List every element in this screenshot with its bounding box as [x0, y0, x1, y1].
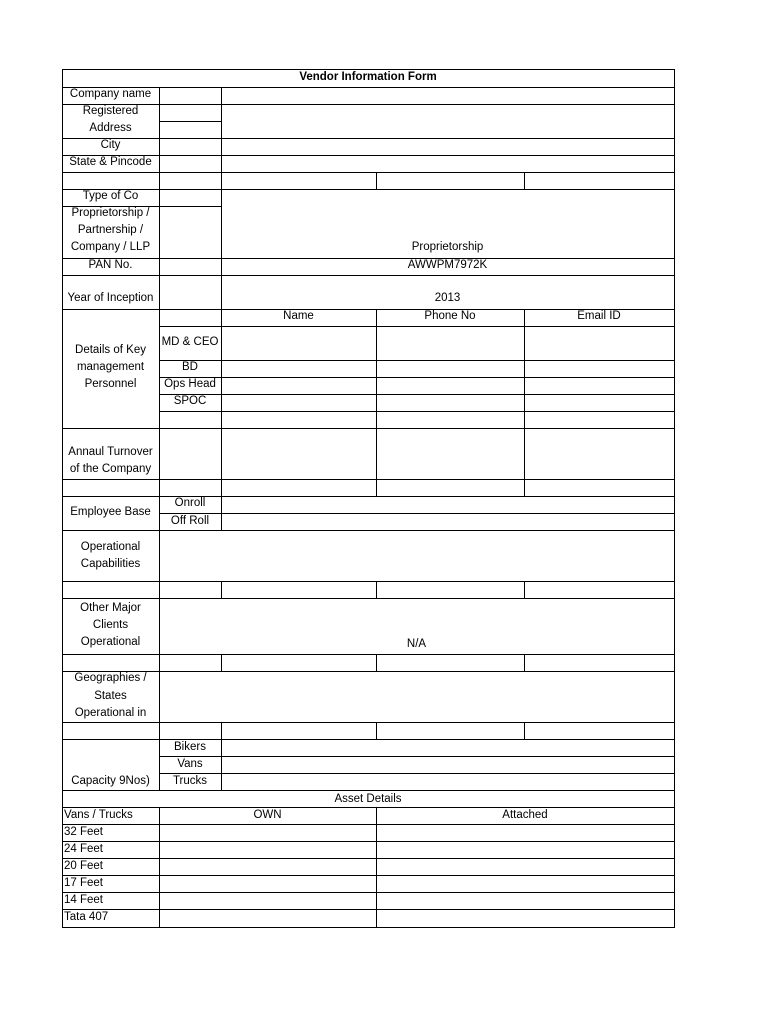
personnel-header-name: Name [283, 310, 314, 322]
grid-line [159, 138, 160, 156]
grid-line [62, 275, 675, 276]
grid-line [159, 172, 160, 190]
registered-address-label: Registered [82, 105, 139, 117]
grid-line [159, 654, 160, 672]
grid-line [62, 479, 675, 480]
asset-row-label: Tata 407 [64, 911, 109, 923]
key-personnel-label: Personnel [84, 378, 137, 390]
operational-capabilities-label: Operational [80, 541, 141, 553]
asset-row-label: 24 Feet [64, 843, 103, 855]
grid-line [159, 411, 675, 412]
personnel-name-input[interactable] [222, 395, 376, 411]
geographies-label: Operational in [74, 707, 147, 719]
asset-row-label: 20 Feet [64, 860, 103, 872]
grid-line [159, 258, 160, 276]
employee-offroll-input[interactable] [222, 514, 674, 530]
asset-own-input[interactable] [160, 859, 376, 875]
personnel-name-input[interactable] [222, 361, 376, 377]
asset-own-input[interactable] [160, 842, 376, 858]
capacity-bikers-label: Bikers [174, 741, 206, 753]
grid-line [62, 598, 675, 599]
grid-line [159, 581, 160, 599]
type-of-co-value: Proprietorship [411, 241, 484, 253]
registered-address-label: Address [89, 122, 132, 134]
capacity-trucks-label: Trucks [172, 775, 208, 787]
company-name-input[interactable] [160, 88, 674, 104]
pan-value: AWWPM7972K [407, 259, 488, 271]
type-option-label: Company / LLP [70, 241, 151, 253]
grid-line [221, 581, 222, 599]
personnel-name-input[interactable] [222, 378, 376, 394]
other-clients-label: Other Major [80, 602, 141, 614]
grid-line [62, 927, 675, 928]
other-clients-label: Operational [80, 636, 141, 648]
grid-line [221, 172, 222, 190]
personnel-email-input[interactable] [525, 361, 674, 377]
grid-line [376, 581, 377, 599]
grid-line [524, 722, 525, 740]
geographies-input[interactable] [160, 672, 674, 722]
personnel-role-label: MD & CEO [161, 336, 219, 348]
annual-turnover-label: Annaul Turnover [68, 446, 153, 458]
grid-line [221, 428, 222, 497]
pan-label: PAN No. [88, 259, 133, 271]
personnel-phone-input[interactable] [377, 327, 524, 360]
asset-attached-input[interactable] [377, 910, 674, 926]
grid-line [221, 722, 222, 740]
capacity-label: Capacity 9Nos) [71, 775, 150, 787]
operational-capabilities-label: Capabilities [80, 558, 141, 570]
grid-line [376, 428, 377, 497]
grid-line [159, 104, 160, 139]
annual-turnover-label: of the Company [69, 463, 152, 475]
form-title: Vendor Information Form [299, 71, 437, 83]
personnel-email-input[interactable] [525, 378, 674, 394]
asset-attached-input[interactable] [377, 842, 674, 858]
key-personnel-label: Details of Key [75, 344, 146, 356]
personnel-role-label: SPOC [173, 395, 207, 407]
asset-own-input[interactable] [160, 876, 376, 892]
asset-own-input[interactable] [160, 893, 376, 909]
personnel-role-label: Ops Head [164, 378, 216, 390]
capacity-trucks-input[interactable] [222, 774, 674, 790]
city-input[interactable] [222, 139, 674, 155]
grid-line [62, 428, 675, 429]
city-label: City [100, 139, 121, 151]
asset-own-input[interactable] [160, 910, 376, 926]
key-personnel-label: management [76, 361, 145, 373]
personnel-role-label: BD [182, 361, 198, 373]
state-pincode-label: State & Pincode [69, 156, 152, 168]
asset-attached-input[interactable] [377, 859, 674, 875]
grid-line [376, 172, 377, 190]
grid-line [62, 172, 675, 173]
asset-attached-input[interactable] [377, 876, 674, 892]
personnel-phone-input[interactable] [377, 395, 524, 411]
type-of-co-label: Type of Co [82, 190, 139, 202]
asset-header-type: Vans / Trucks [64, 809, 133, 821]
state-pincode-input[interactable] [222, 156, 674, 172]
grid-line [221, 654, 222, 672]
grid-line [524, 654, 525, 672]
employee-offroll-label: Off Roll [170, 515, 210, 527]
asset-row-label: 14 Feet [64, 894, 103, 906]
asset-header-attached: Attached [502, 809, 548, 821]
asset-details-title: Asset Details [334, 793, 402, 805]
geographies-label: Geographies / [74, 672, 147, 684]
capacity-bikers-input[interactable] [222, 740, 674, 756]
personnel-name-input[interactable] [222, 327, 376, 360]
capacity-vans-input[interactable] [222, 757, 674, 773]
personnel-header-phone: Phone No [424, 310, 476, 322]
grid-line [159, 121, 222, 122]
operational-capabilities-input[interactable] [160, 531, 674, 581]
asset-own-input[interactable] [160, 825, 376, 841]
employee-base-label: Employee Base [70, 506, 151, 518]
geographies-label: States [94, 690, 127, 702]
grid-line [376, 722, 377, 740]
type-option-label: Partnership / [77, 224, 144, 236]
annual-turnover-input[interactable] [160, 429, 221, 479]
grid-line [524, 581, 525, 599]
grid-line [159, 189, 160, 259]
grid-line [524, 172, 525, 190]
personnel-phone-input[interactable] [377, 378, 524, 394]
personnel-email-input[interactable] [525, 395, 674, 411]
asset-header-own: OWN [253, 809, 282, 821]
employee-onroll-input[interactable] [222, 497, 674, 513]
grid-line [62, 722, 675, 723]
personnel-phone-input[interactable] [377, 361, 524, 377]
company-name-label: Company name [69, 88, 152, 100]
asset-row-label: 32 Feet [64, 826, 103, 838]
grid-line [62, 654, 675, 655]
grid-line [159, 722, 160, 740]
grid-line [524, 428, 525, 497]
year-of-inception-label: Year of Inception [67, 292, 154, 304]
grid-line [159, 155, 160, 173]
type-option-label: Proprietorship / [71, 207, 150, 219]
personnel-header-email: Email ID [577, 310, 621, 322]
grid-line [376, 654, 377, 672]
registered-address-input[interactable] [222, 105, 674, 138]
asset-attached-input[interactable] [377, 893, 674, 909]
other-clients-value: N/A [406, 638, 427, 650]
employee-onroll-label: Onroll [174, 497, 206, 509]
grid-line [674, 69, 675, 928]
grid-line [62, 581, 675, 582]
capacity-vans-label: Vans [177, 758, 203, 770]
personnel-email-input[interactable] [525, 327, 674, 360]
asset-row-label: 17 Feet [64, 877, 103, 889]
asset-attached-input[interactable] [377, 825, 674, 841]
other-clients-label: Clients [92, 619, 129, 631]
grid-line [159, 275, 160, 310]
year-of-inception-value: 2013 [434, 292, 461, 304]
